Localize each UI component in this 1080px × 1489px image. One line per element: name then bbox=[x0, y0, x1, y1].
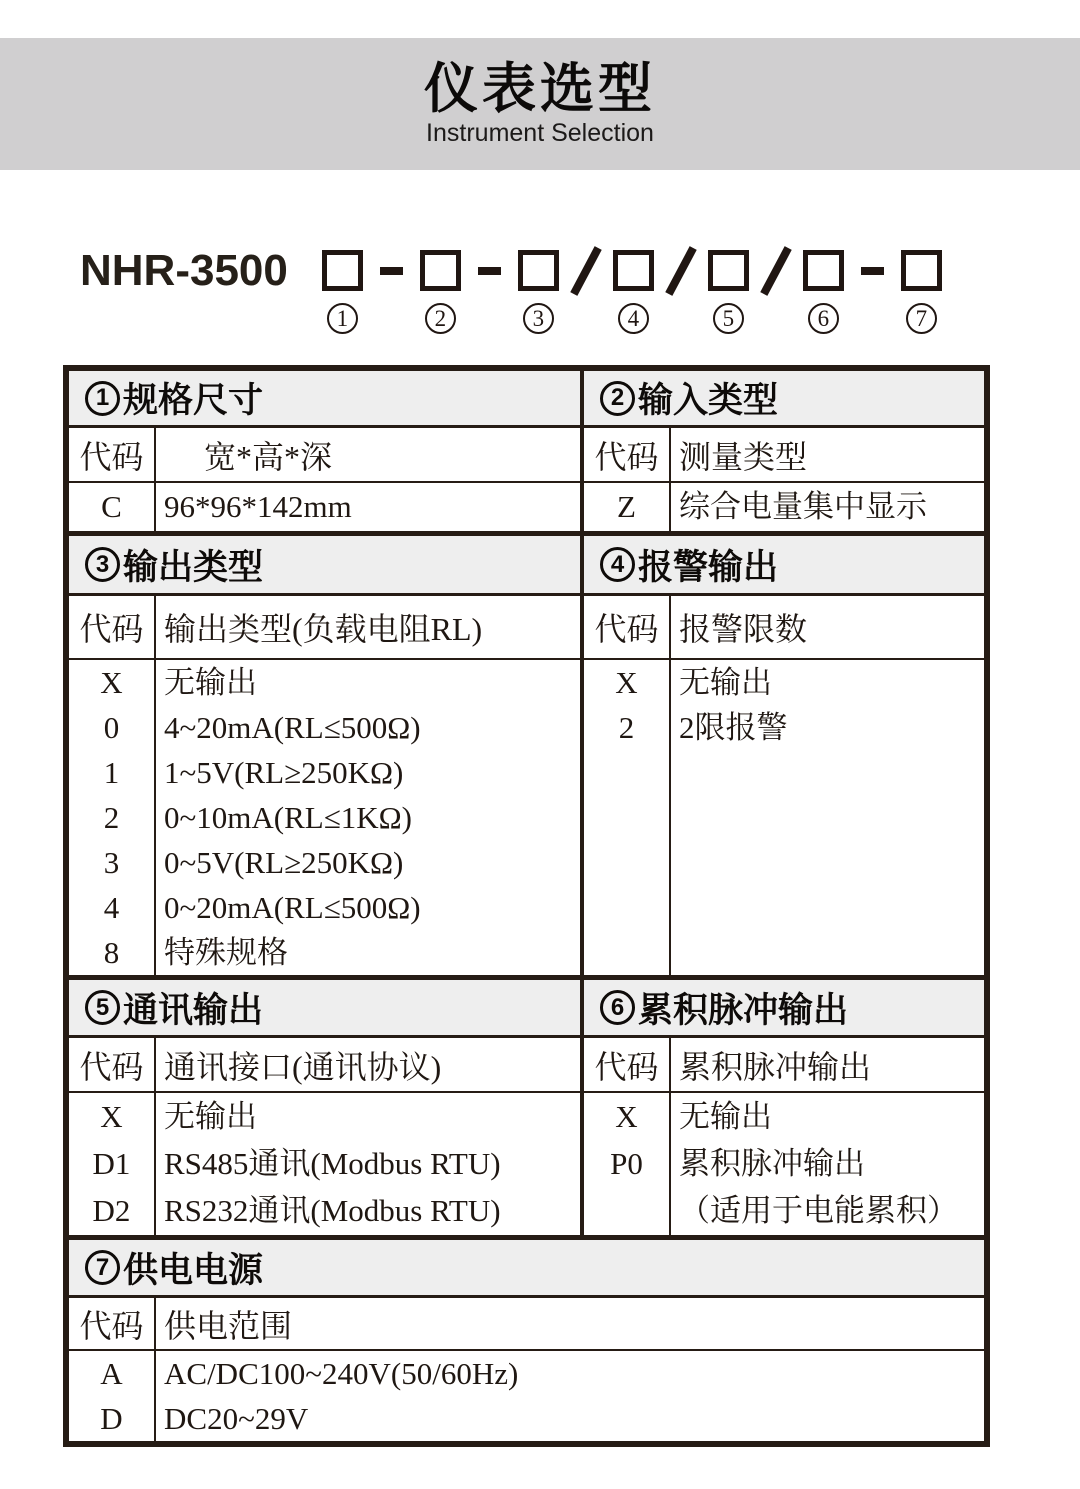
section-1-code-header: 代码 bbox=[69, 428, 156, 481]
dash-icon bbox=[861, 267, 884, 275]
section-3-codes bbox=[69, 660, 156, 975]
table-line: 96*96*142mm bbox=[164, 489, 352, 524]
section-7-descs bbox=[156, 1351, 984, 1441]
section-2-input-type bbox=[584, 371, 984, 531]
table-line: D1 bbox=[92, 1146, 131, 1181]
model-code-box bbox=[708, 250, 749, 291]
section-1-circled-number: 1 bbox=[85, 381, 120, 416]
section-7-title: 供电电源 bbox=[123, 1250, 264, 1290]
table-line: 1 bbox=[103, 755, 120, 790]
model-box-position-7 bbox=[901, 250, 942, 334]
table-line: D bbox=[100, 1401, 123, 1436]
section-7-data bbox=[69, 1351, 984, 1441]
section-5-codes bbox=[69, 1093, 156, 1235]
model-code-box bbox=[420, 250, 461, 291]
section-5-column-header bbox=[69, 1038, 580, 1093]
table-line: AC/DC100~240V(50/60Hz) bbox=[164, 1356, 519, 1391]
table-line: 2 bbox=[618, 710, 635, 745]
section-3-header bbox=[69, 536, 580, 596]
section-2-header bbox=[584, 371, 984, 428]
band-sections-5-6 bbox=[69, 975, 984, 1235]
section-4-code-header: 代码 bbox=[584, 596, 671, 658]
section-6-title: 累积脉冲输出 bbox=[638, 990, 849, 1030]
section-4-title: 报警输出 bbox=[638, 547, 779, 587]
table-line: C bbox=[101, 489, 122, 524]
section-7-power-supply bbox=[69, 1235, 984, 1441]
page-banner bbox=[0, 38, 1080, 170]
section-5-descs bbox=[156, 1093, 580, 1235]
section-5-desc-header: 通讯接口(通讯协议) bbox=[164, 1048, 442, 1085]
page-title: 仪表选型 bbox=[424, 59, 656, 119]
model-dash-separator bbox=[478, 250, 501, 291]
section-6-data bbox=[584, 1093, 984, 1235]
section-2-data bbox=[584, 483, 984, 531]
table-line: 2限报警 bbox=[679, 710, 788, 745]
section-4-desc-header: 报警限数 bbox=[679, 611, 808, 647]
model-prefix: NHR-3500 bbox=[80, 246, 288, 295]
section-7-desc-header: 供电范围 bbox=[164, 1307, 293, 1344]
table-line: X bbox=[100, 1099, 123, 1134]
section-6-header bbox=[584, 980, 984, 1038]
model-code-box bbox=[803, 250, 844, 291]
section-6-circled-number: 6 bbox=[600, 990, 635, 1025]
section-1-title: 规格尺寸 bbox=[123, 381, 264, 420]
section-3-descs bbox=[156, 660, 580, 975]
table-line: 0 bbox=[103, 710, 120, 745]
section-3-output-type bbox=[69, 536, 584, 975]
table-line: A bbox=[100, 1356, 123, 1391]
section-1-header bbox=[69, 371, 580, 428]
model-position-number: 4 bbox=[618, 303, 649, 334]
section-6-codes bbox=[584, 1093, 671, 1235]
section-1-dimensions bbox=[69, 371, 584, 531]
section-3-circled-number: 3 bbox=[85, 547, 120, 582]
section-6-pulse-output bbox=[584, 980, 984, 1235]
section-7-header bbox=[69, 1240, 984, 1298]
section-7-column-header bbox=[69, 1298, 984, 1351]
model-slash-separator bbox=[582, 250, 590, 291]
dash-icon bbox=[380, 267, 403, 275]
table-line: （适用于电能累积） bbox=[679, 1193, 958, 1228]
table-line: 累积脉冲输出 bbox=[679, 1146, 865, 1181]
table-line: P0 bbox=[610, 1146, 643, 1181]
section-7-circled-number: 7 bbox=[85, 1250, 120, 1285]
table-line bbox=[584, 1187, 669, 1234]
table-line: 无输出 bbox=[679, 1099, 772, 1134]
model-dash-separator bbox=[380, 250, 403, 291]
model-position-number: 5 bbox=[713, 303, 744, 334]
table-line: 0~5V(RL≥250KΩ) bbox=[164, 845, 404, 880]
model-slash-separator bbox=[677, 250, 685, 291]
section-2-column-header bbox=[584, 428, 984, 483]
table-line: 3 bbox=[103, 845, 120, 880]
selection-table bbox=[63, 365, 990, 1447]
slash-icon bbox=[665, 246, 696, 296]
section-1-descs bbox=[156, 483, 580, 531]
table-line: 0~10mA(RL≤1KΩ) bbox=[164, 800, 412, 835]
model-code-line bbox=[0, 246, 1080, 350]
section-5-communication-output bbox=[69, 980, 584, 1235]
table-line: 1~5V(RL≥250KΩ) bbox=[164, 755, 404, 790]
model-box-position-2 bbox=[420, 250, 461, 334]
table-line: RS232通讯(Modbus RTU) bbox=[164, 1193, 501, 1228]
band-sections-1-2 bbox=[69, 371, 984, 531]
section-1-codes bbox=[69, 483, 156, 531]
table-line: X bbox=[100, 665, 123, 700]
table-line: 无输出 bbox=[164, 665, 257, 700]
table-line: 8 bbox=[103, 935, 120, 970]
page-subtitle: Instrument Selection bbox=[426, 119, 654, 147]
section-5-code-header: 代码 bbox=[69, 1038, 156, 1091]
table-line: 特殊规格 bbox=[164, 935, 288, 970]
section-4-codes bbox=[584, 660, 671, 975]
table-line: D2 bbox=[92, 1193, 131, 1228]
model-box-position-4 bbox=[613, 250, 654, 334]
model-code-pattern bbox=[312, 250, 952, 334]
section-2-code-header: 代码 bbox=[584, 428, 671, 481]
model-box-position-6 bbox=[803, 250, 844, 334]
table-line: 无输出 bbox=[679, 665, 772, 700]
model-box-position-3 bbox=[518, 250, 559, 334]
model-position-number: 1 bbox=[327, 303, 358, 334]
model-position-number: 3 bbox=[523, 303, 554, 334]
section-4-column-header bbox=[584, 596, 984, 660]
table-line: RS485通讯(Modbus RTU) bbox=[164, 1146, 501, 1181]
section-3-code-header: 代码 bbox=[69, 596, 156, 658]
section-5-title: 通讯输出 bbox=[123, 990, 264, 1030]
table-line: DC20~29V bbox=[164, 1401, 309, 1436]
section-6-column-header bbox=[584, 1038, 984, 1093]
section-3-data bbox=[69, 660, 580, 975]
model-box-position-1 bbox=[322, 250, 363, 334]
model-position-number: 7 bbox=[906, 303, 937, 334]
section-1-column-header bbox=[69, 428, 580, 483]
section-4-descs bbox=[671, 660, 984, 975]
section-5-circled-number: 5 bbox=[85, 990, 120, 1025]
model-position-number: 6 bbox=[808, 303, 839, 334]
section-2-circled-number: 2 bbox=[600, 381, 635, 416]
section-4-data bbox=[584, 660, 984, 975]
section-2-title: 输入类型 bbox=[638, 381, 779, 420]
slash-icon bbox=[760, 246, 791, 296]
model-box-position-5 bbox=[708, 250, 749, 334]
table-line: 综合电量集中显示 bbox=[679, 489, 927, 524]
section-5-data bbox=[69, 1093, 580, 1235]
table-line: 4~20mA(RL≤500Ω) bbox=[164, 710, 421, 745]
model-dash-separator bbox=[861, 250, 884, 291]
model-slash-separator bbox=[772, 250, 780, 291]
table-line: X bbox=[615, 665, 638, 700]
section-6-desc-header: 累积脉冲输出 bbox=[679, 1048, 872, 1085]
section-7-codes bbox=[69, 1351, 156, 1441]
table-line: 0~20mA(RL≤500Ω) bbox=[164, 890, 421, 925]
section-4-header bbox=[584, 536, 984, 596]
dash-icon bbox=[478, 267, 501, 275]
section-1-desc-header: 宽*高*深 bbox=[204, 438, 333, 475]
section-2-descs bbox=[671, 483, 984, 531]
section-1-data bbox=[69, 483, 580, 531]
section-3-column-header bbox=[69, 596, 580, 660]
section-6-code-header: 代码 bbox=[584, 1038, 671, 1091]
table-line: X bbox=[615, 1099, 638, 1134]
section-6-descs bbox=[671, 1093, 984, 1235]
table-line: Z bbox=[617, 489, 636, 524]
section-7-code-header: 代码 bbox=[69, 1298, 156, 1349]
section-2-desc-header: 测量类型 bbox=[679, 438, 808, 475]
slash-icon bbox=[570, 246, 601, 296]
section-3-title: 输出类型 bbox=[123, 547, 264, 587]
band-sections-3-4 bbox=[69, 531, 984, 975]
model-position-number: 2 bbox=[425, 303, 456, 334]
section-4-alarm-output bbox=[584, 536, 984, 975]
section-3-desc-header: 输出类型(负载电阻RL) bbox=[164, 611, 483, 647]
section-4-circled-number: 4 bbox=[600, 547, 635, 582]
model-code-box bbox=[322, 250, 363, 291]
model-code-box bbox=[613, 250, 654, 291]
section-2-codes bbox=[584, 483, 671, 531]
model-code-box bbox=[518, 250, 559, 291]
model-code-box bbox=[901, 250, 942, 291]
table-line: 4 bbox=[103, 890, 120, 925]
table-line: 无输出 bbox=[164, 1099, 257, 1134]
table-line: 2 bbox=[103, 800, 120, 835]
section-5-header bbox=[69, 980, 580, 1038]
